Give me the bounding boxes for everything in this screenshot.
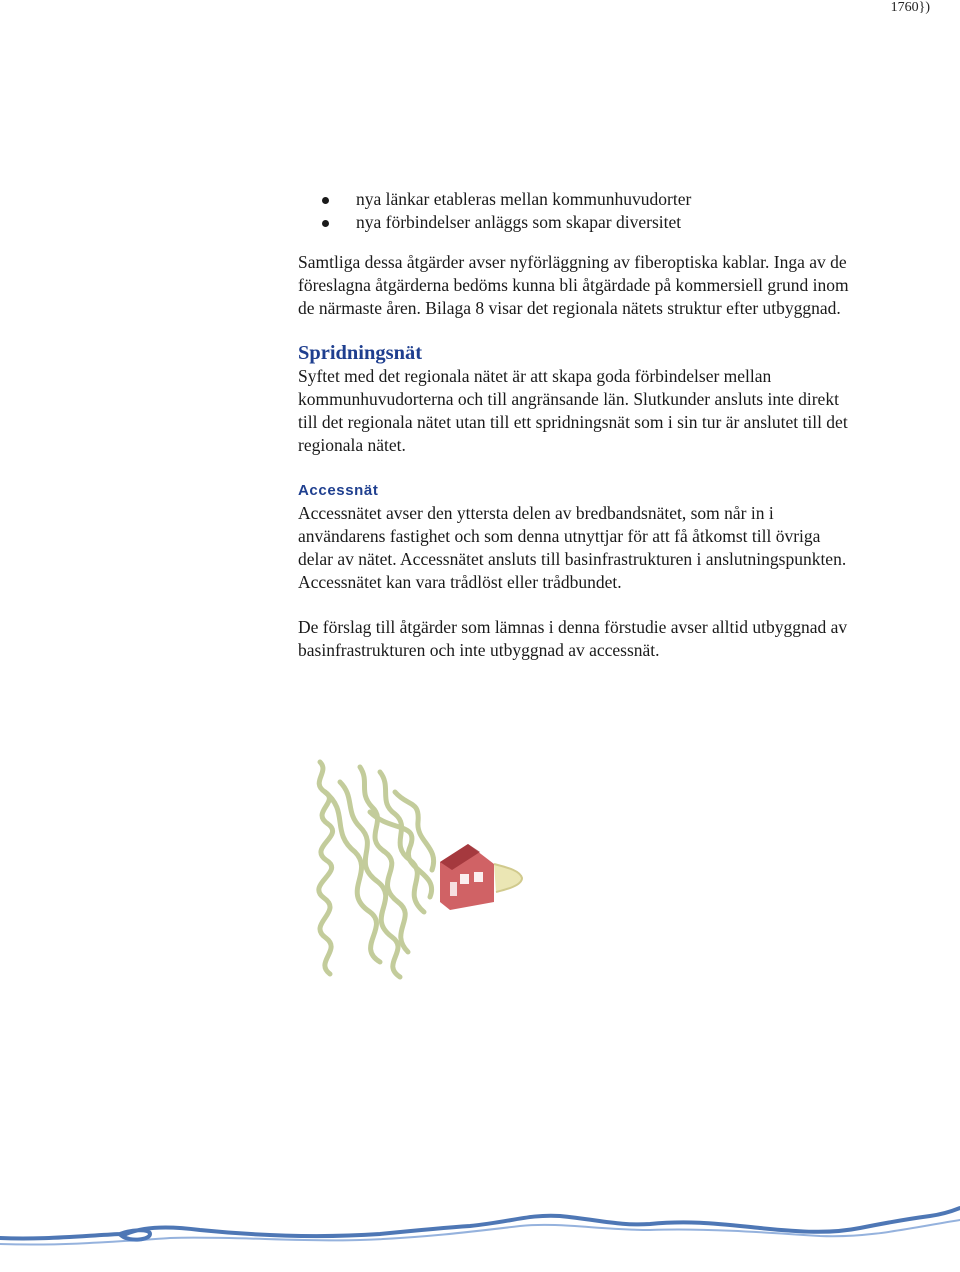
document-body (298, 188, 858, 684)
red-house-icon (440, 844, 522, 910)
accessnat-body: Accessnätet avser den yttersta delen av bredbandsnätet, som når in i användarens fastighet och som denna utnyttjar för att få åtkomst till övriga delar av nätet. Accessnätet ansluts till basinfrastrukturen i anslutningspunkten. Accessnätet kan vara trådlöst eller trådbundet. (298, 503, 847, 592)
accessnat-section (298, 479, 858, 594)
page-number: 1760}) (890, 0, 930, 15)
bullet-list (298, 188, 858, 234)
closing-paragraph: De förslag till åtgärder som lämnas i denna förstudie avser alltid utbyggnad av basinfrastrukturen och inte utbyggnad av accessnät. (298, 617, 848, 660)
trees-house-illustration (300, 752, 530, 982)
spridningsnat-section (298, 342, 858, 457)
intro-paragraph: Samtliga dessa åtgärder avser nyförläggning av fiberoptiska kablar. Inga av de föreslagna åtgärderna bedöms kunna bli åtgärdade på kommersiell grund inom de närmaste åren. Bilaga 8 visar det regionala nätets struktur efter utbyggnad. (298, 252, 849, 318)
bullet-item (298, 188, 858, 211)
bullet-text: nya förbindelser anläggs som skapar diversitet (356, 212, 682, 232)
spridningsnat-body: Syftet med det regionala nätet är att skapa goda förbindelser mellan kommunhuvudorterna och till angränsande län. Slutkunder ansluts inte direkt till det regionala nätet utan till ett spridningsnät som i sin tur är anslutet till det regionala nätet. (298, 366, 848, 455)
spridningsnat-heading: Spridningsnät (298, 342, 423, 364)
footer-wave-decoration (0, 1170, 960, 1270)
bullet-dot-icon (322, 220, 329, 227)
bullet-text: nya länkar etableras mellan kommunhuvudorter (356, 189, 692, 209)
bullet-dot-icon (322, 197, 329, 204)
bullet-item (298, 211, 858, 234)
accessnat-heading: Accessnät (298, 482, 379, 499)
